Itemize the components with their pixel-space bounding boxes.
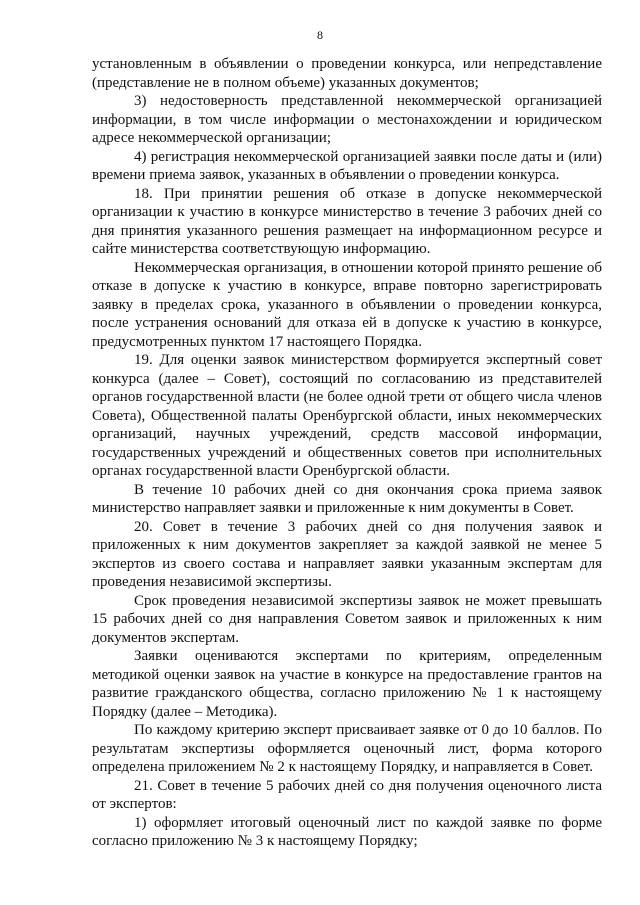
- paragraph: 1) оформляет итоговый оценочный лист по каждой заявке по форме согласно приложению № 3 к настоящему Порядку;: [92, 814, 602, 849]
- paragraph: В течение 10 рабочих дней со дня окончания срока приема заявок министерство направляет заявки и приложенные к ним документы в Совет.: [92, 481, 602, 516]
- paragraph: 4) регистрация некоммерческой организацией заявки после даты и (или) времени приема заявок, указанных в объявлении о проведении конкурса.: [92, 148, 602, 183]
- document-body: [92, 55, 602, 851]
- paragraph: 21. Совет в течение 5 рабочих дней со дня получения оценочного листа от экспертов:: [92, 777, 602, 812]
- paragraph: 19. Для оценки заявок министерством формируется экспертный совет конкурса (далее – Совет), состоящий по согласованию из представителей органов государственной власти (не более одной трети от общего числа членов Совета), Общественной палаты Оренбургской области, иных некоммерческих организаций, научных учреждений, средств массовой информации, государственных учреждений и общественных советов при исполнительных органах государственной власти Оренбургской области.: [92, 352, 602, 479]
- paragraph: 18. При принятии решения об отказе в допуске некоммерческой организации к участию в конкурсе министерство в течение 3 рабочих дней со дня принятия указанного решения размещает на информационном ресурсе и сайте министерства соответствующую информацию.: [92, 185, 602, 257]
- paragraph: 3) недостоверность представленной некоммерческой организацией информации, в том числе информации о местонахождении и юридическом адресе некоммерческой организации;: [92, 93, 602, 146]
- paragraph: 20. Совет в течение 3 рабочих дней со дня получения заявок и приложенных к ним документов закрепляет за каждой заявкой не менее 5 экспертов из своего состава и направляет заявки указанным экспертам для проведения независимой экспертизы.: [92, 518, 602, 590]
- paragraph: По каждому критерию эксперт присваивает заявке от 0 до 10 баллов. По результатам экспертизы оформляется оценочный лист, форма которого определена приложением № 2 к настоящему Порядку, и направляется в Совет.: [92, 722, 602, 775]
- paragraph: Заявки оцениваются экспертами по критериям, определенным методикой оценки заявок на участие в конкурсе на предоставление грантов на развитие гражданского общества, согласно приложению № 1 к настоящему Порядку (далее – Методика).: [92, 648, 602, 720]
- paragraph: Срок проведения независимой экспертизы заявок не может превышать 15 рабочих дней со дня направления Советом заявок и приложенных к ним документов экспертам.: [92, 592, 602, 646]
- paragraph: Некоммерческая организация, в отношении которой принято решение об отказе в допуске к участию в конкурсе, вправе повторно зарегистрировать заявку в пределах срока, указанного в объявлении о проведении конкурса, после устранения оснований для отказа ей в допуске к участию в конкурсе, предусмотренных пунктом 17 настоящего Порядка.: [92, 259, 602, 350]
- paragraph: установленным в объявлении о проведении конкурса, или непредставление (представление не в полном объеме) указанных документов;: [92, 56, 602, 91]
- page-number: 8: [317, 28, 323, 42]
